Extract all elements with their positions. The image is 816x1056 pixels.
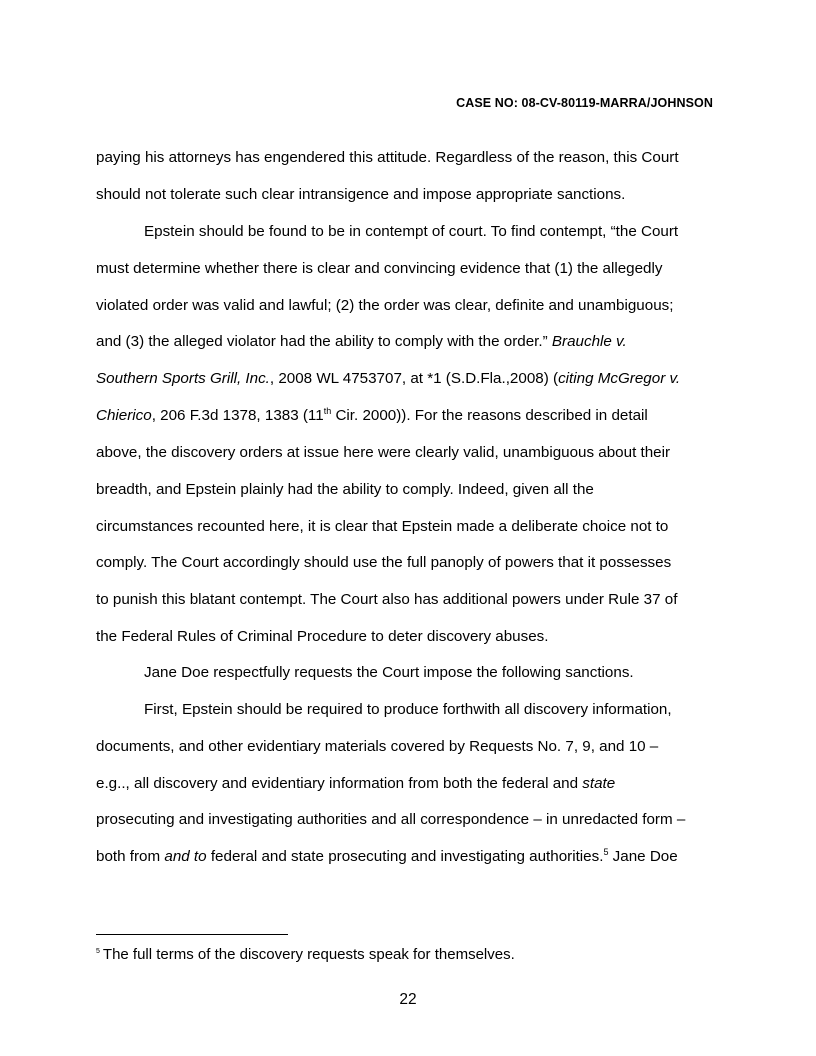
citation-detail: , 2008 WL 4753707, at *1 (S.D.Fla.,2008) ( (269, 370, 559, 387)
footnote (96, 942, 515, 965)
body-line-20-start: both from (96, 848, 165, 865)
body-line-7 (96, 369, 680, 389)
footnote-marker: 5 (96, 948, 100, 955)
body-line-16: First, Epstein should be required to produce forthwith all discovery information, (144, 701, 672, 718)
ordinal-superscript: th (323, 406, 332, 416)
case-citation-brauchle: Brauchle v. (551, 333, 627, 350)
body-line-1: paying his attorneys has engendered this attitude. Regardless of the reason, this Court (96, 149, 679, 166)
body-line-14: the Federal Rules of Criminal Procedure to deter discovery abuses. (96, 628, 549, 645)
body-line-15: Jane Doe respectfully requests the Court impose the following sanctions. (144, 664, 634, 681)
citation-reporter: , 206 F.3d 1378, 1383 (11 (151, 407, 324, 424)
body-line-3: Epstein should be found to be in contempt of court. To find contempt, “the Court (144, 223, 679, 240)
case-citation-mcgregor: citing McGregor v. (558, 370, 681, 387)
footnote-text: The full terms of the discovery requests speak for themselves. (102, 946, 515, 963)
body-line-6 (96, 332, 627, 352)
body-line-20-end: Jane Doe (608, 848, 678, 865)
body-line-8 (96, 406, 648, 426)
body-line-5: violated order was valid and lawful; (2) the order was clear, definite and unambiguous; (96, 297, 674, 314)
body-line-17: documents, and other evidentiary materials covered by Requests No. 7, 9, and 10 – (96, 738, 659, 755)
emphasis-and-to: and to (164, 848, 207, 865)
footnote-separator (96, 934, 288, 935)
body-line-4: must determine whether there is clear and convincing evidence that (1) the allegedly (96, 260, 663, 277)
body-line-13: to punish this blatant contempt. The Court also has additional powers under Rule 37 of (96, 591, 678, 608)
body-line-20-middle: federal and state prosecuting and investigating authorities. (206, 848, 604, 865)
body-line-19: prosecuting and investigating authorities and all correspondence – in unredacted form – (96, 811, 686, 828)
body-line-9: above, the discovery orders at issue here were clearly valid, unambiguous about their (96, 444, 671, 461)
body-line-10: breadth, and Epstein plainly had the ability to comply. Indeed, given all the (96, 481, 594, 498)
body-line-2: should not tolerate such clear intransigence and impose appropriate sanctions. (96, 186, 626, 203)
case-citation-southern-sports: Southern Sports Grill, Inc. (96, 370, 270, 387)
case-citation-chierico: Chierico (96, 407, 152, 424)
body-line-11: circumstances recounted here, it is clear that Epstein made a deliberate choice not to (96, 518, 669, 535)
body-line-18 (96, 774, 615, 794)
body-line-12: comply. The Court accordingly should use the full panoply of powers that it possesses (96, 554, 672, 571)
body-line-6-text: and (3) the alleged violator had the ability to comply with the order.” (96, 333, 552, 350)
footnote-reference: 5 (603, 847, 609, 857)
case-number-header: CASE NO: 08-CV-80119-MARRA/JOHNSON (456, 96, 713, 110)
body-line-20 (96, 847, 678, 867)
body-line-8-text: Cir. 2000)). For the reasons described in detail (331, 407, 648, 424)
body-line-18-text: e.g.., all discovery and evidentiary information from both the federal and (96, 775, 583, 792)
emphasis-state: state (582, 775, 616, 792)
page-number: 22 (399, 991, 417, 1008)
